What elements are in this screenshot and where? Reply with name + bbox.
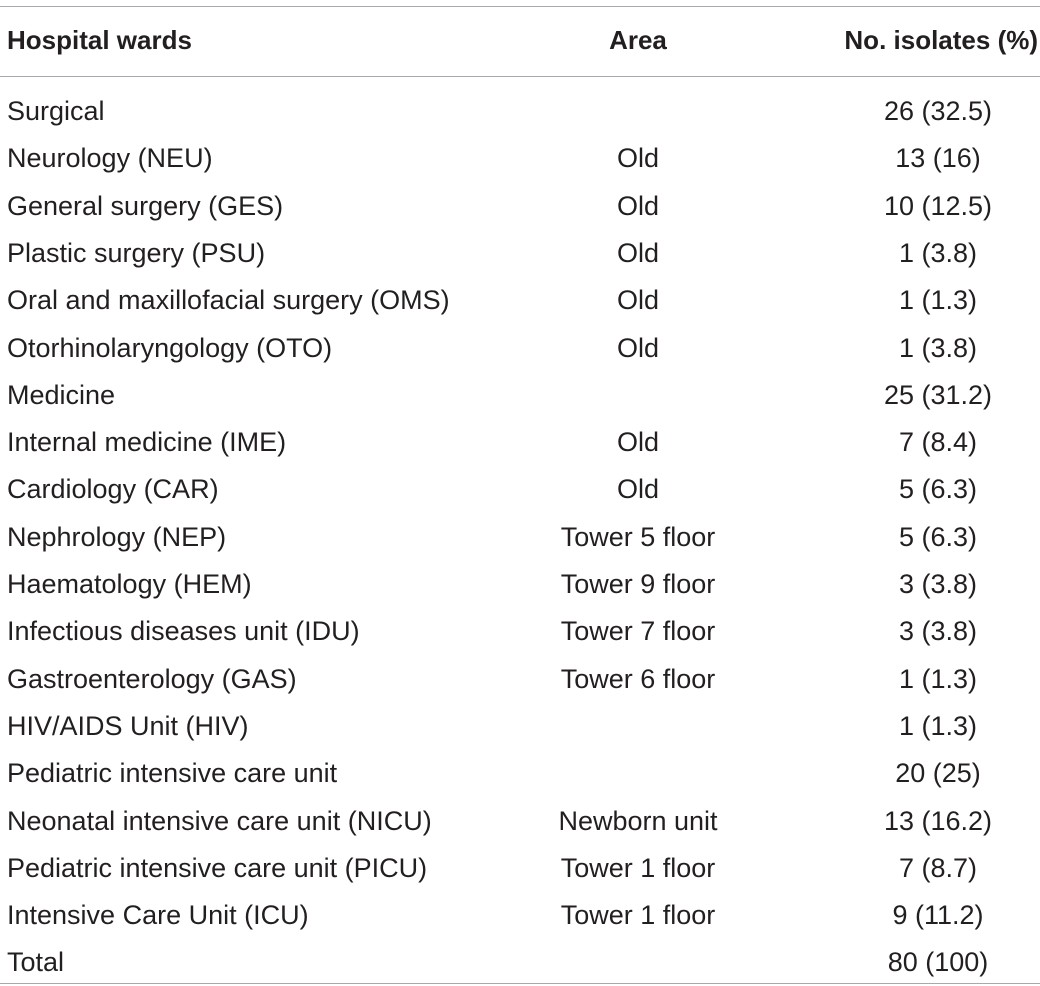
cell-no-isolates: 13 (16.2) xyxy=(883,805,993,836)
cell-area: Old xyxy=(616,190,660,221)
cell-hospital-ward: Surgical xyxy=(7,96,105,126)
table-row xyxy=(0,561,1040,608)
cell-area xyxy=(498,703,778,750)
header-no-isolates: No. isolates (%) xyxy=(844,25,1038,55)
cell-hospital-ward: General surgery (GES) xyxy=(7,190,284,221)
table-row xyxy=(0,750,1040,797)
table-row xyxy=(0,656,1040,703)
table-row xyxy=(0,277,1040,324)
table-row xyxy=(0,135,1040,182)
cell-no-isolates: 13 (16) xyxy=(895,143,981,174)
cell-hospital-ward: Haematology (HEM) xyxy=(7,569,252,599)
cell-area: Old xyxy=(616,143,660,174)
table-header-row xyxy=(0,17,1040,64)
cell-no-isolates: 10 (12.5) xyxy=(883,190,993,221)
cell-hospital-ward: Total xyxy=(7,947,65,978)
cell-no-isolates: 7 (8.4) xyxy=(898,427,978,458)
bottom-rule xyxy=(0,983,1040,984)
header-hospital-wards: Hospital wards xyxy=(7,25,192,55)
cell-area: Old xyxy=(616,427,660,458)
cell-no-isolates: 5 (6.3) xyxy=(898,474,978,505)
cell-area xyxy=(498,750,778,797)
table-row xyxy=(0,514,1040,561)
table-row xyxy=(0,703,1040,750)
cell-no-isolates: 9 (11.2) xyxy=(892,900,984,931)
cell-area: Tower 5 floor xyxy=(560,521,716,552)
cell-area: Old xyxy=(616,332,660,363)
table-row xyxy=(0,230,1040,277)
cell-area xyxy=(498,939,778,986)
cell-area: Old xyxy=(616,474,660,505)
cell-hospital-ward: Infectious diseases unit (IDU) xyxy=(7,616,360,647)
cell-hospital-ward: Cardiology (CAR) xyxy=(7,474,219,505)
table-row xyxy=(0,325,1040,372)
table-row xyxy=(0,608,1040,655)
cell-no-isolates: 1 (1.3) xyxy=(898,663,978,694)
cell-area: Old xyxy=(616,285,660,316)
cell-hospital-ward: Pediatric intensive care unit xyxy=(7,758,338,789)
cell-hospital-ward: Neurology (NEU) xyxy=(7,143,213,174)
cell-area: Tower 7 floor xyxy=(560,616,716,647)
cell-hospital-ward: Neonatal intensive care unit (NICU) xyxy=(7,805,432,836)
cell-no-isolates: 3 (3.8) xyxy=(898,616,978,647)
cell-hospital-ward: Oral and maxillofacial surgery (OMS) xyxy=(7,285,450,316)
table-row xyxy=(0,845,1040,892)
table-row xyxy=(0,88,1040,135)
cell-no-isolates: 1 (1.3) xyxy=(898,285,978,316)
cell-hospital-ward: Internal medicine (IME) xyxy=(7,427,287,458)
cell-no-isolates: 80 (100) xyxy=(887,947,989,978)
cell-hospital-ward: Plastic surgery (PSU) xyxy=(7,237,266,268)
cell-hospital-ward: HIV/AIDS Unit (HIV) xyxy=(7,710,249,741)
table-row xyxy=(0,372,1040,419)
table-row xyxy=(0,939,1040,986)
cell-hospital-ward: Intensive Care Unit (ICU) xyxy=(7,900,309,931)
cell-no-isolates: 1 (3.8) xyxy=(898,332,978,363)
cell-area xyxy=(498,372,778,419)
cell-no-isolates: 7 (8.7) xyxy=(898,852,978,883)
table-row xyxy=(0,183,1040,230)
cell-no-isolates: 20 (25) xyxy=(895,758,981,789)
table-row xyxy=(0,892,1040,939)
cell-hospital-ward: Medicine xyxy=(7,379,116,410)
cell-area xyxy=(498,88,778,135)
cell-no-isolates: 3 (3.8) xyxy=(898,569,978,599)
table-row xyxy=(0,466,1040,513)
header-rule xyxy=(0,76,1040,77)
top-rule xyxy=(0,6,1040,7)
cell-area: Tower 9 floor xyxy=(560,569,716,599)
cell-hospital-ward: Otorhinolaryngology (OTO) xyxy=(7,332,333,363)
cell-no-isolates: 26 (32.5) xyxy=(883,96,993,126)
cell-hospital-ward: Nephrology (NEP) xyxy=(7,521,227,552)
table-row xyxy=(0,798,1040,845)
cell-hospital-ward: Pediatric intensive care unit (PICU) xyxy=(7,852,428,883)
cell-no-isolates: 1 (1.3) xyxy=(898,710,978,741)
cell-area: Newborn unit xyxy=(558,805,718,836)
table-row xyxy=(0,419,1040,466)
cell-no-isolates: 1 (3.8) xyxy=(898,237,978,268)
cell-area: Old xyxy=(616,237,660,268)
cell-area: Tower 1 floor xyxy=(560,852,716,883)
cell-area: Tower 1 floor xyxy=(560,900,716,931)
cell-hospital-ward: Gastroenterology (GAS) xyxy=(7,663,297,694)
cell-no-isolates: 5 (6.3) xyxy=(898,521,978,552)
header-area: Area xyxy=(609,25,667,55)
cell-area: Tower 6 floor xyxy=(560,663,716,694)
cell-no-isolates: 25 (31.2) xyxy=(883,379,993,410)
